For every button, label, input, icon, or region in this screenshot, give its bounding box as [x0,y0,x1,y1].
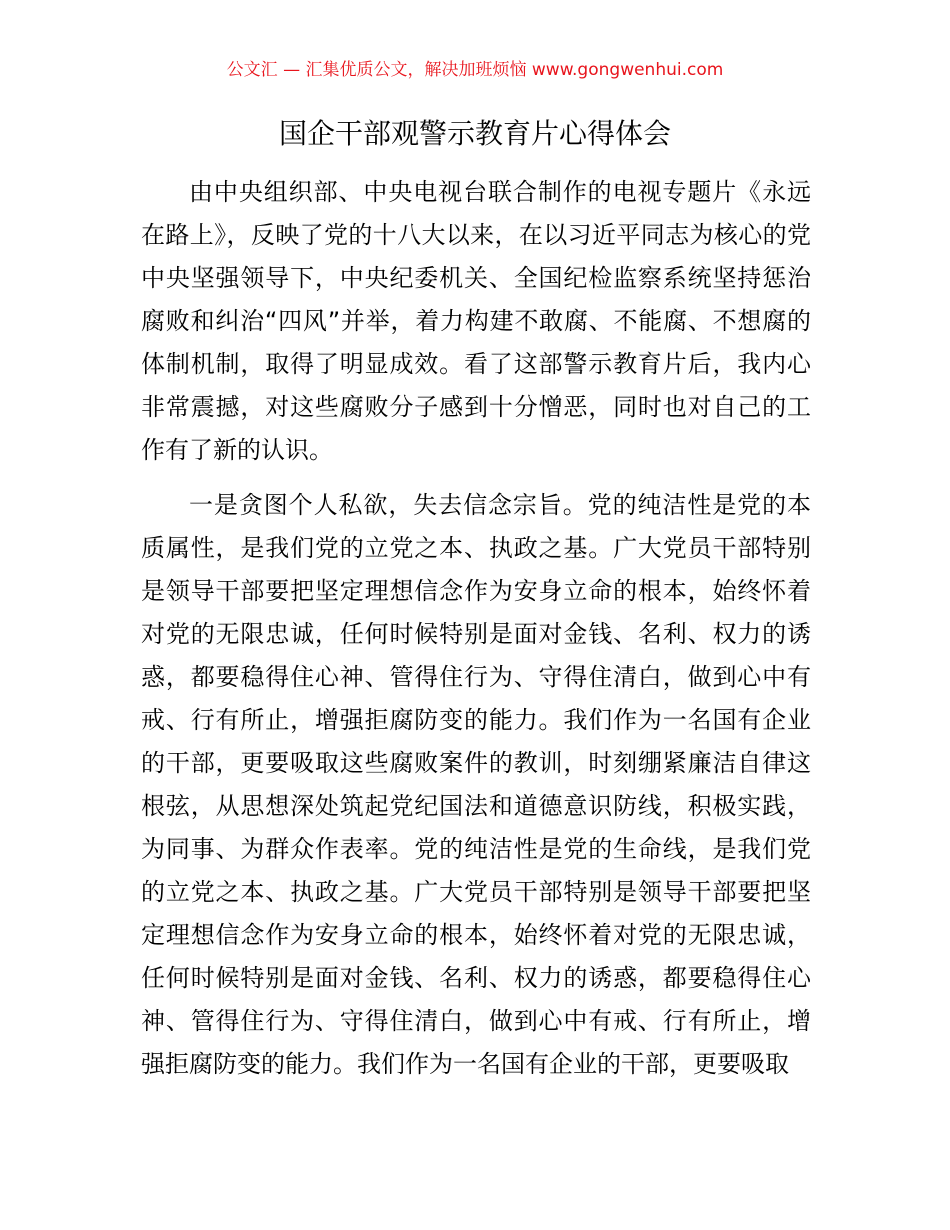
document-title: 国企干部观警示教育片心得体会 [278,117,671,150]
document-body [141,171,811,1086]
body-paragraph-point-one: 一是贪图个人私欲，失去信念宗旨。党的纯洁性是党的本质属性，是我们党的立党之本、执政之基。广大党员干部特别是领导干部要把坚定理想信念作为安身立命的根本，始终怀着对党的无限忠诚，任何时候特别是面对金钱、名利、权力的诱惑，都要稳得住心神、管得住行为、守得住清白，做到心中有戒、行有所止，增强拒腐防变的能力。我们作为一名国有企业的干部，更要吸取这些腐败案件的教训，时刻绷紧廉洁自律这根弦，从思想深处筑起党纪国法和道德意识防线，积极实践，为同事、为群众作表率。党的纯洁性是党的生命线，是我们党的立党之本、执政之基。广大党员干部特别是领导干部要把坚定理想信念作为安身立命的根本，始终怀着对党的无限忠诚，任何时候特别是面对金钱、名利、权力的诱惑，都要稳得住心神、管得住行为、守得住清白，做到心中有戒、行有所止，增强拒腐防变的能力。我们作为一名国有企业的干部，更要吸取 [141,491,811,1078]
site-banner: 公文汇 — 汇集优质公文，解决加班烦恼 www.gongwenhui.com [226,60,724,80]
body-paragraph-intro: 由中央组织部、中央电视台联合制作的电视专题片《永远在路上》，反映了党的十八大以来，在以习近平同志为核心的党中央坚强领导下，中央纪委机关、全国纪检监察系统坚持惩治腐败和纠治“四风”并举，着力构建不敢腐、不能腐、不想腐的体制机制，取得了明显成效。看了这部警示教育片后，我内心非常震撼，对这些腐败分子感到十分憎恶，同时也对自己的工作有了新的认识。 [141,178,811,464]
